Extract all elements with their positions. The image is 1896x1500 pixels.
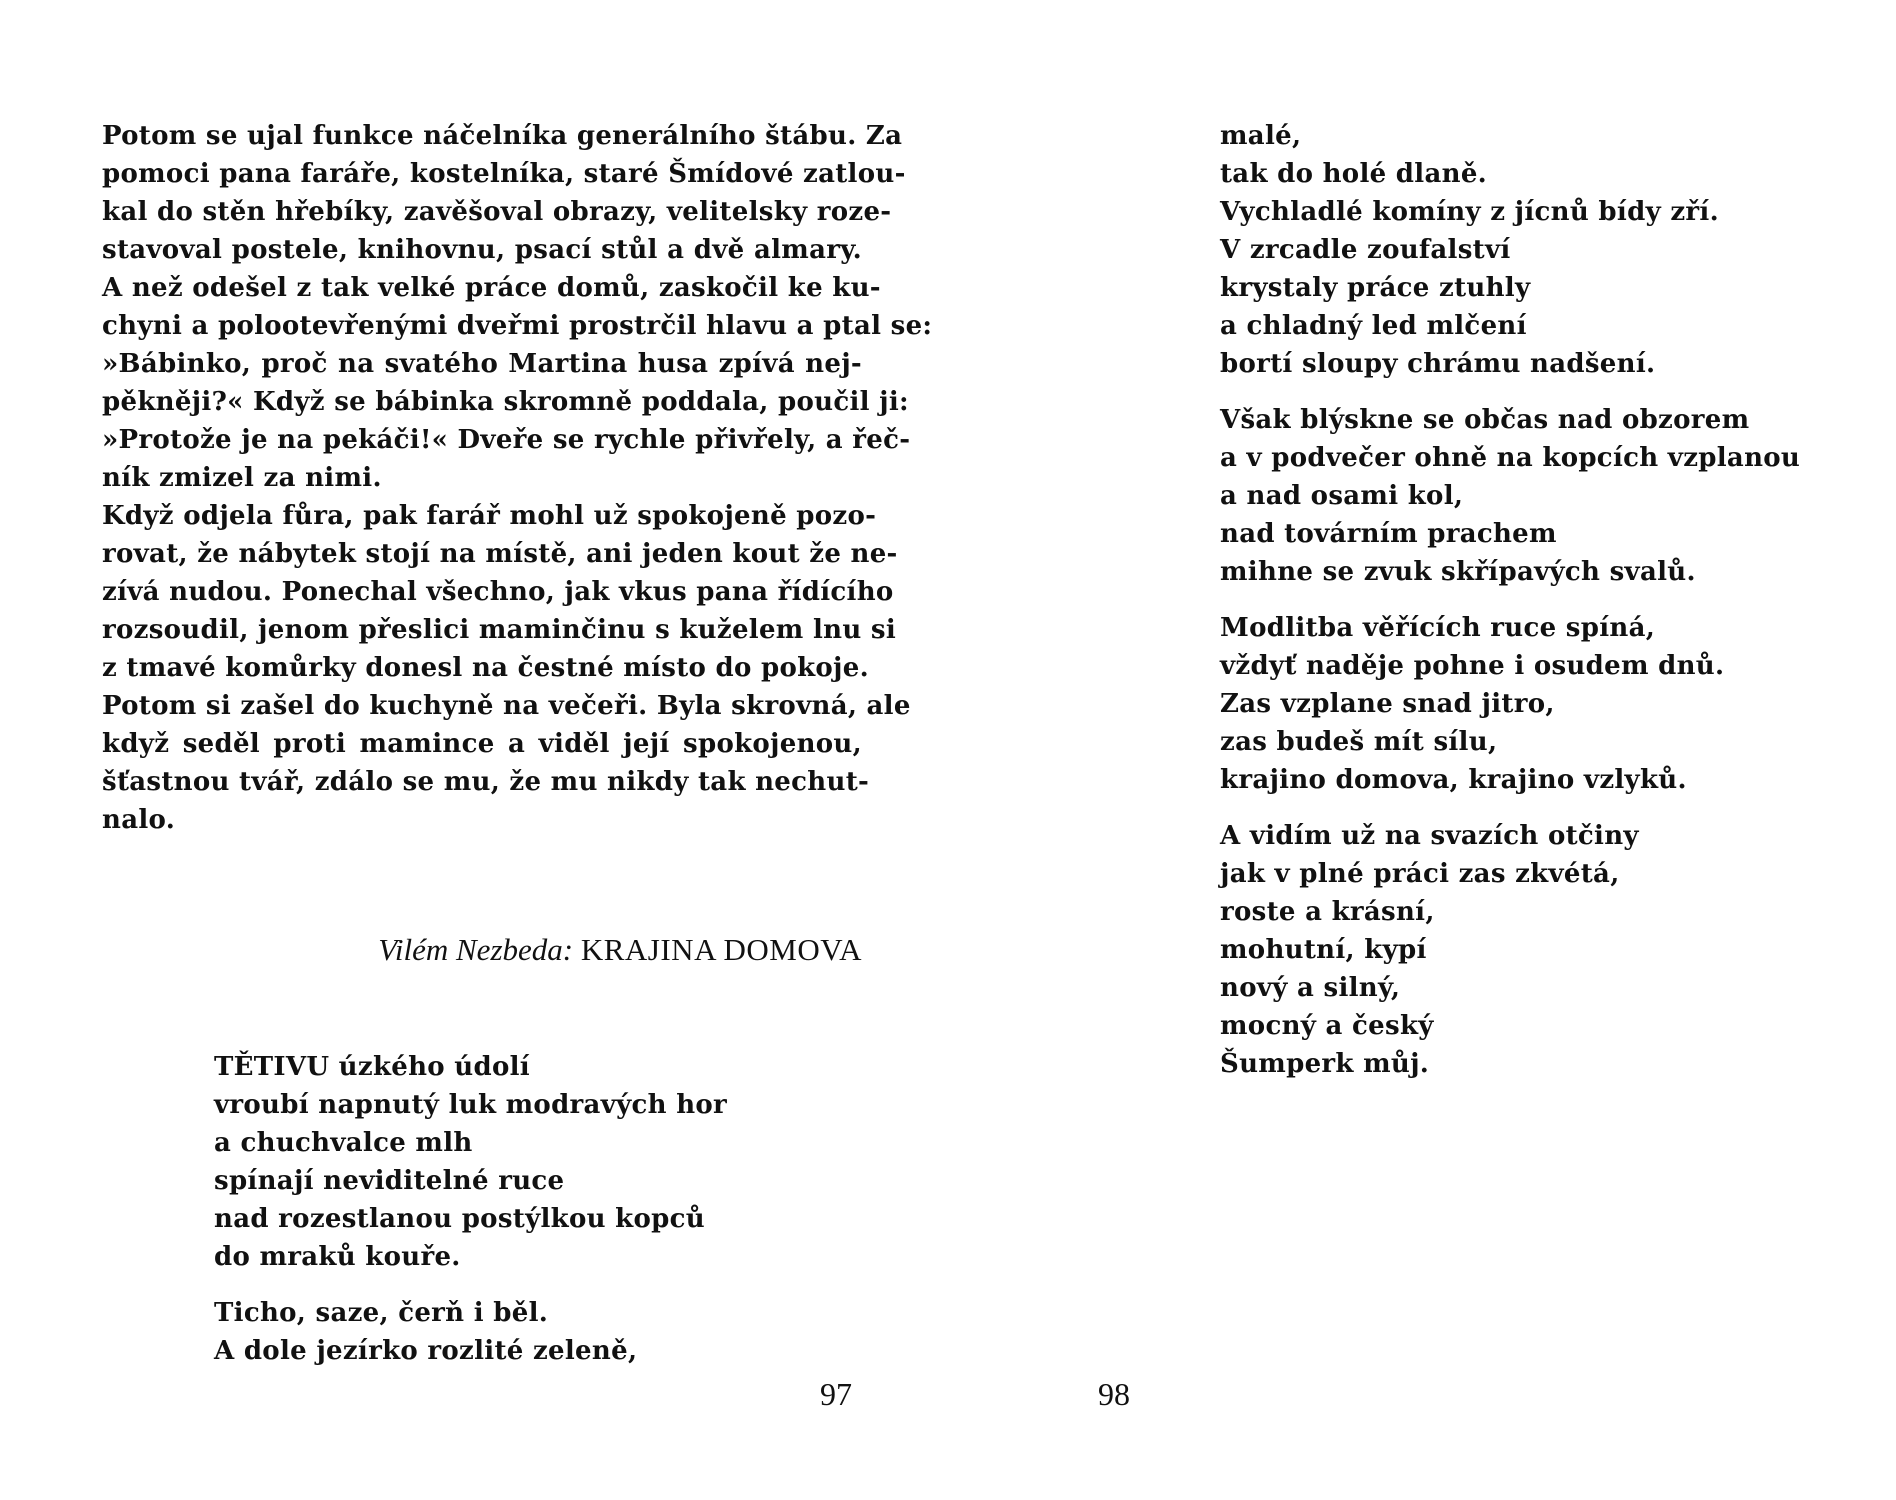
right-page [948,0,1896,1500]
prose-line: nalo. [102,805,176,835]
prose-line: Když odjela fůra, pak farář mohl už spokojeně pozo- [102,501,877,531]
prose-line: kal do stěn hřebíky, zavěšoval obrazy, velitelsky roze- [102,197,892,227]
poem-stanza [214,1048,874,1276]
poem-verse: Zas vzplane snad jitro, [1220,689,1555,719]
prose-line: rovat, že nábytek stojí na místě, ani jeden kout že ne- [102,539,898,569]
poem-verse: jak v plné práci zas zkvétá, [1220,859,1620,889]
poem-verse: vroubí napnutý luk modravých hor [214,1090,728,1120]
poem-verse: nad rozestlanou postýlkou kopců [214,1204,705,1234]
poem-stanza [1220,117,1860,383]
poem-verse: roste a krásní, [1220,897,1435,927]
poem-verse: krajino domova, krajino vzlyků. [1220,765,1687,795]
prose-line: když seděl proti mamince a viděl její spokojenou, [102,729,862,759]
poem-stanza [1220,401,1860,591]
poem-text [214,1048,874,1388]
poem-verse: A dole jezírko rozlité zeleně, [214,1336,638,1366]
poem-verse: Však blýskne se občas nad obzorem [1220,405,1750,435]
poem-verse: spínají neviditelné ruce [214,1166,565,1196]
poem-verse: a chuchvalce mlh [214,1128,473,1158]
prose-line: stavoval postele, knihovnu, psací stůl a dvě almary. [102,235,862,265]
poem-verse: a v podvečer ohně na kopcích vzplanou [1220,443,1801,473]
prose-line: Potom se ujal funkce náčelníka generálního štábu. Za [102,121,903,151]
poem-verse: Modlitba věřících ruce spíná, [1220,613,1656,643]
poem-verse: a nad osami kol, [1220,481,1464,511]
poem-verse: bortí sloupy chrámu nadšení. [1220,349,1656,379]
poem-verse: TĚTIVU úzkého údolí [214,1052,530,1082]
poem-verse: zas budeš mít sílu, [1220,727,1498,757]
prose-line: šťastnou tvář, zdálo se mu, že mu nikdy tak nechut- [102,767,870,797]
poem-verse: nový a silný, [1220,973,1401,1003]
poem-verse: A vidím už na svazích otčiny [1220,821,1639,851]
prose-line: »Protože je na pekáči!« Dveře se rychle přivřely, a řeč- [102,425,911,455]
prose-line: zívá nudou. Ponechal všechno, jak vkus pana řídícího [102,577,894,607]
poem-verse: do mraků kouře. [214,1242,461,1272]
prose-line: »Bábinko, proč na svatého Martina husa zpívá nej- [102,349,862,379]
poem-verse: nad továrním prachem [1220,519,1557,549]
prose-line: z tmavé komůrky donesl na čestné místo do pokoje. [102,653,869,683]
prose-paragraph [102,117,933,839]
poem-title: KRAJINA DOMOVA [580,932,862,967]
page-number: 97 [820,1376,852,1412]
poem-heading [340,930,862,970]
poem-verse: mihne se zvuk skřípavých svalů. [1220,557,1696,587]
poem-verse: Šumperk můj. [1220,1049,1430,1079]
poem-stanza [1220,609,1860,799]
prose-line: pomoci pana faráře, kostelníka, staré Šmídové zatlou- [102,159,906,189]
poem-verse: a chladný led mlčení [1220,311,1527,341]
poem-verse: Vychladlé komíny z jícnů bídy zří. [1220,197,1719,227]
poem-stanza [214,1294,874,1370]
poem-stanza [1220,817,1860,1083]
poem-verse: Ticho, saze, čerň i běl. [214,1298,549,1328]
prose-line: rozsoudil, jenom přeslici maminčinu s kuželem lnu si [102,615,897,645]
prose-line: pěkněji?« Když se bábinka skromně poddala, poučil ji: [102,387,909,417]
poem-verse: V zrcadle zoufalství [1220,235,1511,265]
poem-verse: tak do holé dlaně. [1220,159,1488,189]
page-number: 98 [1098,1376,1130,1412]
poem-verse: vždyť naděje pohne i osudem dnů. [1220,651,1725,681]
poem-verse: krystaly práce ztuhly [1220,273,1531,303]
poem-verse: malé, [1220,121,1302,151]
prose-line: chyni a polootevřenými dveřmi prostrčil hlavu a ptal se: [102,311,933,341]
prose-line: ník zmizel za nimi. [102,463,382,493]
prose-line: Potom si zašel do kuchyně na večeři. Byla skrovná, ale [102,691,911,721]
poem-author: Vilém Nezbeda: [378,932,574,967]
poem-verse: mohutní, kypí [1220,935,1427,965]
poem-verse: mocný a český [1220,1011,1434,1041]
prose-line: A než odešel z tak velké práce domů, zaskočil ke ku- [102,273,881,303]
poem-text [1220,117,1860,1101]
